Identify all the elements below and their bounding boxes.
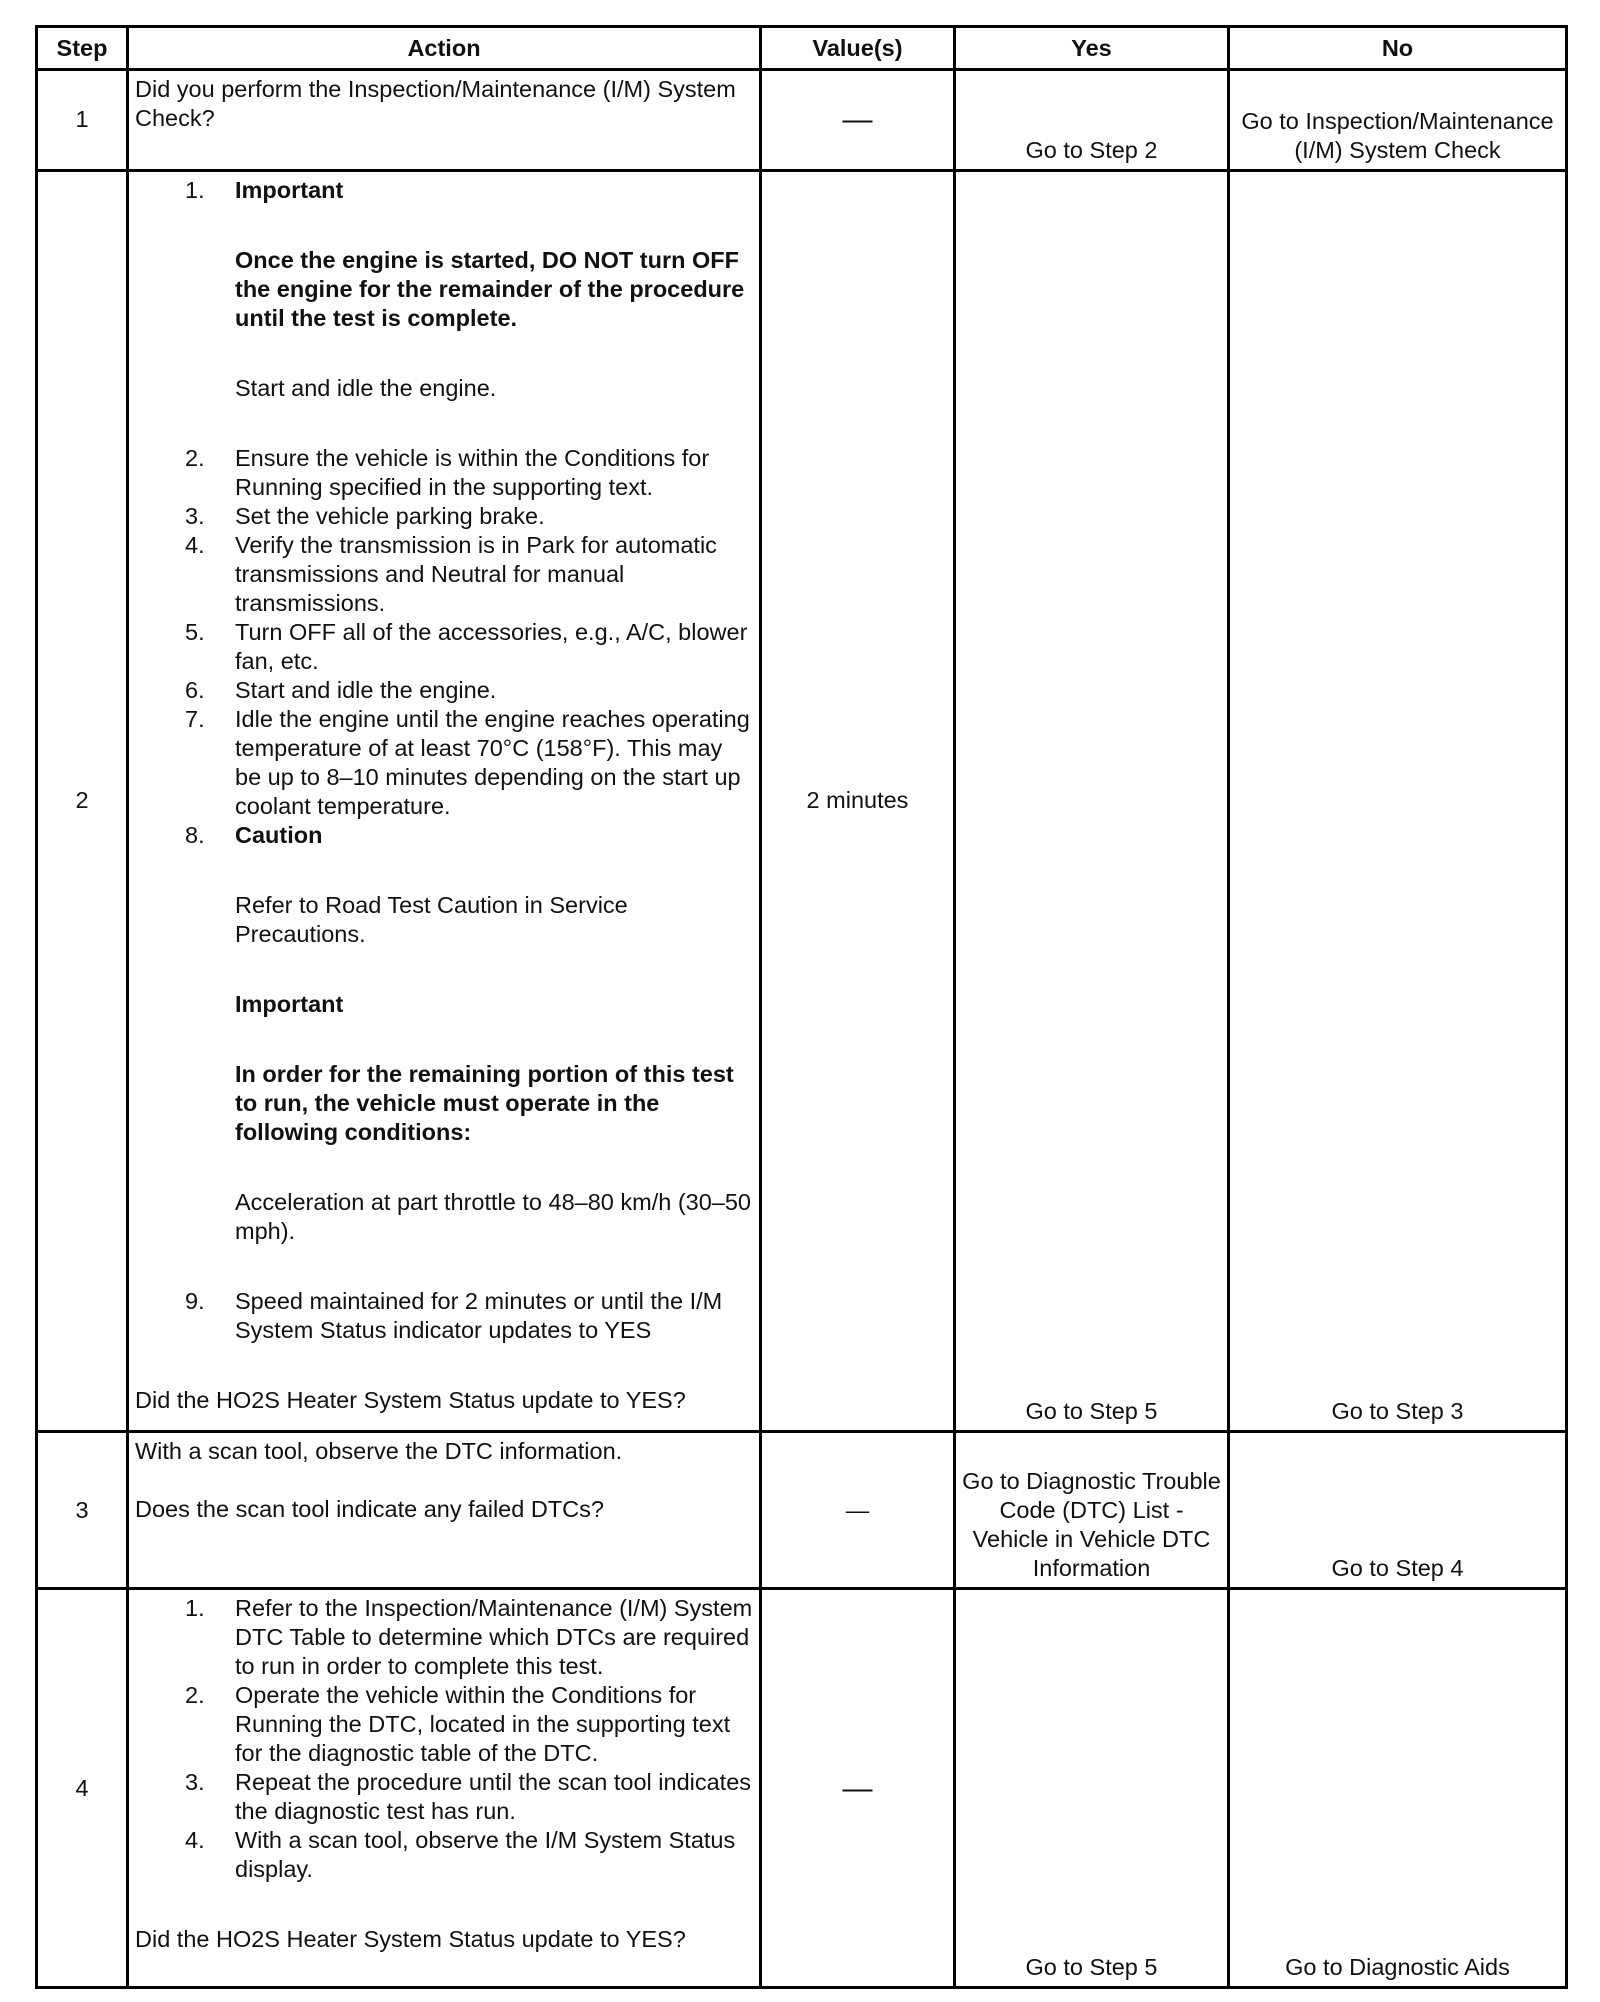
item-number: 9. bbox=[185, 1287, 205, 1314]
item-number: 4. bbox=[185, 1827, 205, 1854]
item-text: Refer to the Inspection/Maintenance (I/M) System DTC Table to determine which DTCs are required to run in order to complete this test. bbox=[235, 1595, 753, 1680]
question-text: Does the scan tool indicate any failed DTCs? bbox=[135, 1495, 604, 1522]
question-text: Did the HO2S Heater System Status update to YES? bbox=[135, 1926, 686, 1953]
list-item bbox=[135, 1768, 753, 1826]
table-row-step-2 bbox=[37, 170, 1567, 1431]
item-number: 2. bbox=[185, 1682, 205, 1709]
header-row bbox=[37, 27, 1567, 70]
header-yes: Yes bbox=[955, 27, 1229, 70]
list-item bbox=[135, 676, 753, 705]
list-item bbox=[135, 1594, 753, 1681]
item-text: Start and idle the engine. bbox=[235, 374, 497, 401]
item-number: 3. bbox=[185, 502, 205, 529]
item-number: 4. bbox=[185, 531, 205, 558]
value-cell: 2 minutes bbox=[761, 170, 955, 1431]
item-number: 8. bbox=[185, 821, 205, 848]
step-number: 4 bbox=[37, 1589, 128, 1988]
important-label: Important bbox=[235, 176, 344, 203]
no-link[interactable]: Go to Diagnostic Aids bbox=[1229, 1589, 1567, 1988]
item-text: Verify the transmission is in Park for automatic transmissions and Neutral for manual transmissions. bbox=[235, 531, 717, 616]
list-item bbox=[135, 1287, 753, 1345]
step-number: 3 bbox=[37, 1431, 128, 1588]
caution-text: Refer to Road Test Caution in Service Precautions. bbox=[235, 891, 628, 947]
no-link[interactable]: Go to Step 3 bbox=[1229, 170, 1567, 1431]
item-text: Acceleration at part throttle to 48–80 km/h (30–50 mph). bbox=[235, 1188, 752, 1244]
item-text: Start and idle the engine. bbox=[235, 676, 497, 703]
list-item bbox=[135, 1681, 753, 1768]
list-item bbox=[135, 176, 753, 444]
item-number: 7. bbox=[185, 705, 205, 732]
table-row-step-4 bbox=[37, 1589, 1567, 1988]
step-number: 1 bbox=[37, 70, 128, 171]
item-number: 1. bbox=[185, 1595, 205, 1622]
header-values: Value(s) bbox=[761, 27, 955, 70]
list-item bbox=[135, 618, 753, 676]
item-text: With a scan tool, observe the I/M System Status display. bbox=[235, 1827, 736, 1883]
step-number: 2 bbox=[37, 170, 128, 1431]
list-item bbox=[135, 444, 753, 502]
action-text: With a scan tool, observe the DTC information. bbox=[135, 1437, 623, 1464]
caution-label: Caution bbox=[235, 821, 323, 848]
diagnostic-table bbox=[35, 25, 1568, 1989]
item-text: Speed maintained for 2 minutes or until the I/M System Status indicator updates to YES bbox=[235, 1287, 723, 1343]
question-text: Did the HO2S Heater System Status update to YES? bbox=[135, 1386, 686, 1413]
item-number: 3. bbox=[185, 1769, 205, 1796]
header-no: No bbox=[1229, 27, 1567, 70]
list-item bbox=[135, 821, 753, 1287]
item-text: Repeat the procedure until the scan tool indicates the diagnostic test has run. bbox=[235, 1769, 752, 1825]
no-link[interactable]: Go to Inspection/Maintenance (I/M) System Check bbox=[1229, 70, 1567, 171]
item-text: Ensure the vehicle is within the Conditions for Running specified in the supporting text. bbox=[235, 444, 710, 500]
item-text: Operate the vehicle within the Conditions for Running the DTC, located in the supporting text for the diagnostic table of the DTC. bbox=[235, 1682, 731, 1767]
action-list bbox=[135, 176, 753, 1345]
action-list bbox=[135, 1594, 753, 1884]
list-item bbox=[135, 705, 753, 821]
item-text: Set the vehicle parking brake. bbox=[235, 502, 545, 529]
action-cell bbox=[128, 1431, 761, 1588]
important-text: In order for the remaining portion of this test to run, the vehicle must operate in the following conditions: bbox=[235, 1060, 734, 1145]
value-cell: — bbox=[761, 1589, 955, 1988]
header-step: Step bbox=[37, 27, 128, 70]
item-number: 1. bbox=[185, 176, 205, 203]
item-number: 5. bbox=[185, 618, 205, 645]
yes-link[interactable]: Go to Step 5 bbox=[955, 170, 1229, 1431]
important-text: Once the engine is started, DO NOT turn OFF the engine for the remainder of the procedure until the test is complete. bbox=[235, 246, 745, 331]
table-row-step-3 bbox=[37, 1431, 1567, 1588]
action-cell bbox=[128, 1589, 761, 1988]
item-text: Idle the engine until the engine reaches operating temperature of at least 70°C (158°F). This may be up to 8–10 minutes depending on the start up coolant temperature. bbox=[235, 705, 750, 819]
important-label: Important bbox=[235, 990, 344, 1017]
value-cell: — bbox=[761, 1431, 955, 1588]
list-item bbox=[135, 1826, 753, 1884]
no-link[interactable]: Go to Step 4 bbox=[1229, 1431, 1567, 1588]
action-cell bbox=[128, 170, 761, 1431]
item-text: Turn OFF all of the accessories, e.g., A/C, blower fan, etc. bbox=[235, 618, 748, 674]
yes-link[interactable]: Go to Diagnostic Trouble Code (DTC) List - Vehicle in Vehicle DTC Information bbox=[955, 1431, 1229, 1588]
list-item bbox=[135, 531, 753, 618]
yes-link[interactable]: Go to Step 5 bbox=[955, 1589, 1229, 1988]
header-action: Action bbox=[128, 27, 761, 70]
item-number: 6. bbox=[185, 676, 205, 703]
item-number: 2. bbox=[185, 444, 205, 471]
value-cell: — bbox=[761, 70, 955, 171]
table-row-step-1 bbox=[37, 70, 1567, 171]
action-text: Did you perform the Inspection/Maintenance (I/M) System Check? bbox=[128, 70, 761, 171]
list-item bbox=[135, 502, 753, 531]
yes-link[interactable]: Go to Step 2 bbox=[955, 70, 1229, 171]
